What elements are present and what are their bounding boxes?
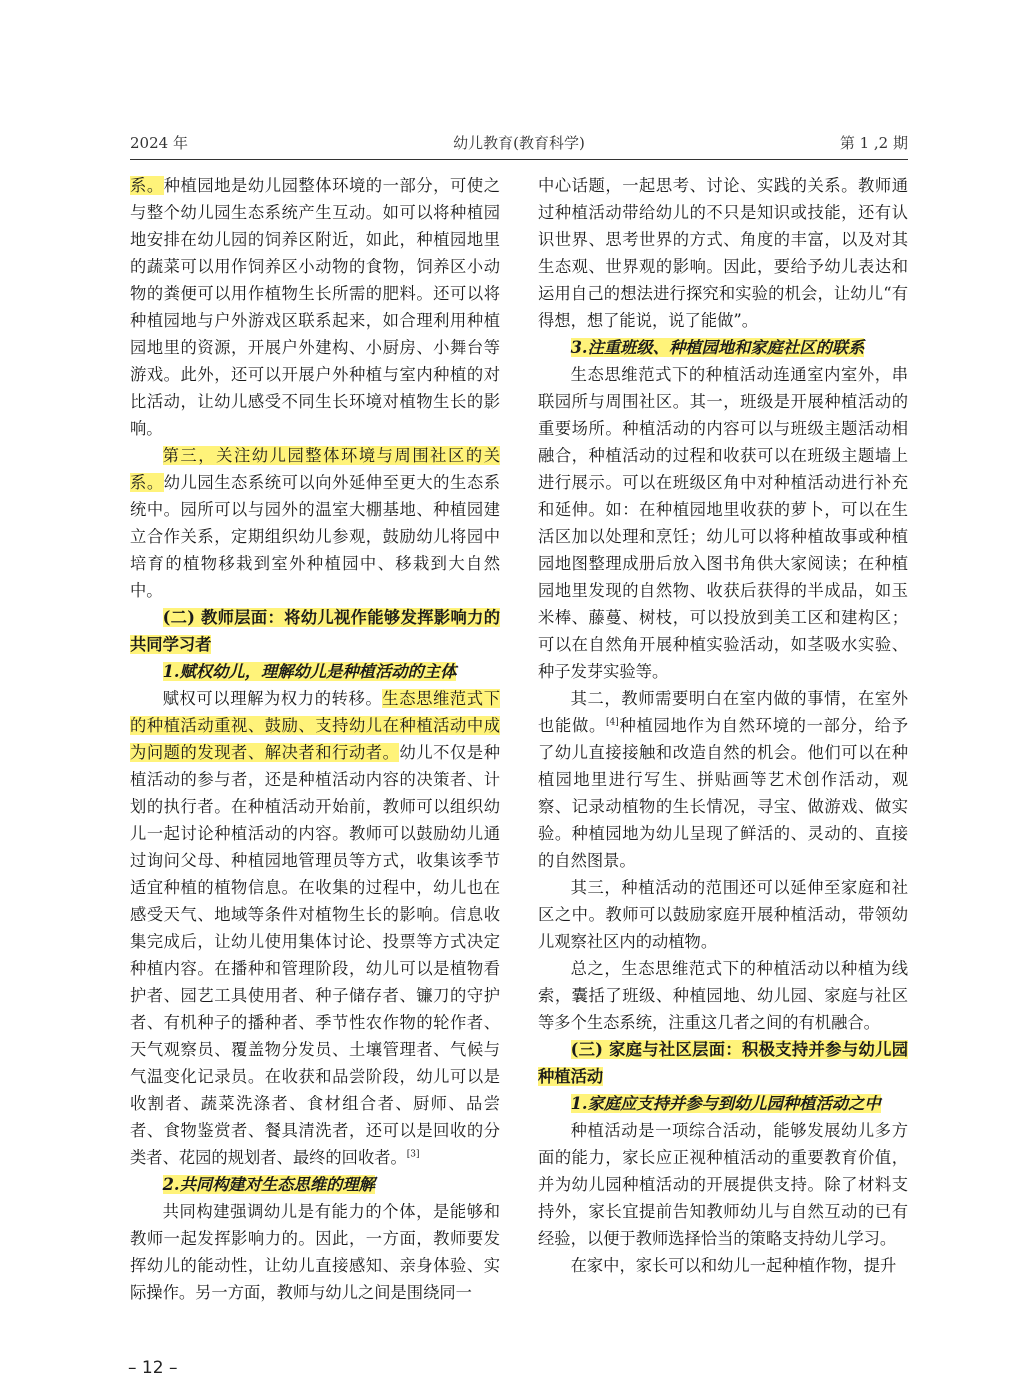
running-header [130,132,908,156]
highlight: 生态思维范式下的种植活动重视、鼓励、支持幼儿在种植活动中成为问题的发现者、解决者和行动者。 [130,689,500,762]
section-heading [538,1036,908,1090]
paragraph-text: 种植园地作为自然环境的一部分，给予了幼儿直接接触和改造自然的机会。他们可以在种植园地里进行写生、拼贴画等艺术创作活动，观察、记录动植物的生长情况，寻宝、做游戏、做实验。种植园地为幼儿呈现了鲜活的、灵动的、直接的自然图景。 [538,716,908,870]
highlight: 系。 [130,176,164,195]
subsection-heading-text: 3.注重班级、种植园地和家庭社区的联系 [570,338,865,357]
paragraph [130,172,500,442]
paragraph-text: 种植活动是一项综合活动，能够发展幼儿多方面的能力，家长应正视种植活动的重要教育价值，并为幼儿园种植活动的开展提供支持。除了材料支持外，家长宜提前告知教师幼儿与自然互动的已有经验，以便于教师选择恰当的策略支持幼儿学习。 [538,1121,908,1248]
header-issue: 第 1 ,2 期 [839,134,908,152]
page-number: – 12 – [128,1358,178,1378]
subsection-heading [538,334,908,361]
citation: [3] [406,1149,420,1160]
paragraph [538,1252,908,1279]
paragraph-text: 其二，教师需要明白在室内做的事情，在室外也能做。 [538,689,908,735]
section-heading [130,604,500,658]
paragraph [538,172,908,334]
paragraph [130,1198,500,1306]
paragraph-text: 幼儿不仅是种植活动的参与者，还是种植活动内容的决策者、计划的执行者。在种植活动开始前，教师可以组织幼儿一起讨论种植活动的内容。教师可以鼓励幼儿通过询问父母、种植园地管理员等方式，收集该季节适宜种植的植物信息。在收集的过程中，幼儿也在感受天气、地域等条件对植物生长的影响。信息收集完成后，让幼儿使用集体讨论、投票等方式决定种植内容。在播种和管理阶段，幼儿可以是植物看护者、园艺工具使用者、种子储存者、镰刀的守护者、有机种子的播种者、季节性农作物的轮作者、天气观察员、覆盖物分发员、土壤管理者、气候与气温变化记录员。在收获和品尝阶段，幼儿可以是收割者、蔬菜洗涤者、食材组合者、厨师、品尝者、食物鉴赏者、餐具清洗者，还可以是回收的分类者、花园的规划者、最终的回收者。 [130,743,500,1167]
paragraph-text: 共同构建强调幼儿是有能力的个体，是能够和教师一起发挥影响力的。因此，一方面，教师要发挥幼儿的能动性，让幼儿直接感知、亲身体验、实际操作。另一方面，教师与幼儿之间是围绕同一 [130,1202,500,1302]
paragraph-text: 中心话题，一起思考、讨论、实践的关系。教师通过种植活动带给幼儿的不只是知识或技能，还有认识世界、思考世界的方式、角度的丰富，以及对其生态观、世界观的影响。因此，要给予幼儿表达和运用自己的想法进行探究和实验的机会，让幼儿“有得想，想了能说，说了能做”。 [538,176,908,330]
right-column [538,172,908,1279]
highlight: 第三，关注幼儿园整体环境与周围社区的关系。 [130,446,500,492]
paragraph [538,874,908,955]
subsection-heading-text: 1.赋权幼儿，理解幼儿是种植活动的主体 [162,662,457,681]
paragraph-text: 赋权可以理解为权力的转移。 [162,689,383,708]
subsection-heading [538,1090,908,1117]
paragraph-text: 总之，生态思维范式下的种植活动以种植为线索，囊括了班级、种植园地、幼儿园、家庭与社区等多个生态系统，注重这几者之间的有机融合。 [538,959,908,1032]
paragraph [538,361,908,685]
paragraph [538,1117,908,1252]
section-heading-text: (三) 家庭与社区层面：积极支持并参与幼儿园种植活动 [538,1040,908,1086]
section-heading-text: (二) 教师层面：将幼儿视作能够发挥影响力的共同学习者 [130,608,500,654]
paragraph-text: 种植园地是幼儿园整体环境的一部分，可使之与整个幼儿园生态系统产生互动。如可以将种植园地安排在幼儿园的饲养区附近，如此，种植园地里的蔬菜可以用作饲养区小动物的食物，饲养区小动物的粪便可以用作植物生长所需的肥料。还可以将种植园地与户外游戏区联系起来，如合理利用种植园地里的资源，开展户外建构、小厨房、小舞台等游戏。此外，还可以开展户外种植与室内种植的对比活动，让幼儿感受不同生长环境对植物生长的影响。 [130,176,500,438]
citation: [4] [606,717,619,728]
paragraph-text: 生态思维范式下的种植活动连通室内室外，串联园所与周围社区。其一，班级是开展种植活动的重要场所。种植活动的内容可以与班级主题活动相融合，种植活动的过程和收获可以在班级主题墙上进行展示。可以在班级区角中对种植活动进行补充和延伸。如：在种植园地里收获的萝卜，可以在生活区加以处理和烹饪；幼儿可以将种植故事或种植园地图整理成册后放入图书角供大家阅读；在种植园地里发现的自然物、收获后获得的半成品，如玉米棒、藤蔓、树枝，可以投放到美工区和建构区；可以在自然角开展种植实验活动，如茎吸水实验、种子发芽实验等。 [538,365,908,681]
paragraph-text: 幼儿园生态系统可以向外延伸至更大的生态系统中。园所可以与园外的温室大棚基地、种植园建立合作关系，定期组织幼儿参观，鼓励幼儿将园中培育的植物移栽到室外种植园中、移栽到大自然中。 [130,473,500,600]
subsection-heading-text: 2.共同构建对生态思维的理解 [162,1175,375,1194]
paragraph [130,442,500,604]
paragraph [538,955,908,1036]
header-rule [130,159,908,160]
paragraph-text: 在家中，家长可以和幼儿一起种植作物，提升 [570,1256,897,1275]
paragraph [538,685,908,874]
subsection-heading [130,1171,500,1198]
subsection-heading [130,658,500,685]
header-year: 2024 年 [130,134,188,152]
paragraph-text: 其三，种植活动的范围还可以延伸至家庭和社区之中。教师可以鼓励家庭开展种植活动，带领幼儿观察社区内的动植物。 [538,878,908,951]
left-column [130,172,500,1306]
header-journal: 幼儿教育(教育科学) [453,134,585,152]
paragraph [130,685,500,1171]
subsection-heading-text: 1.家庭应支持并参与到幼儿园种植活动之中 [570,1094,881,1113]
